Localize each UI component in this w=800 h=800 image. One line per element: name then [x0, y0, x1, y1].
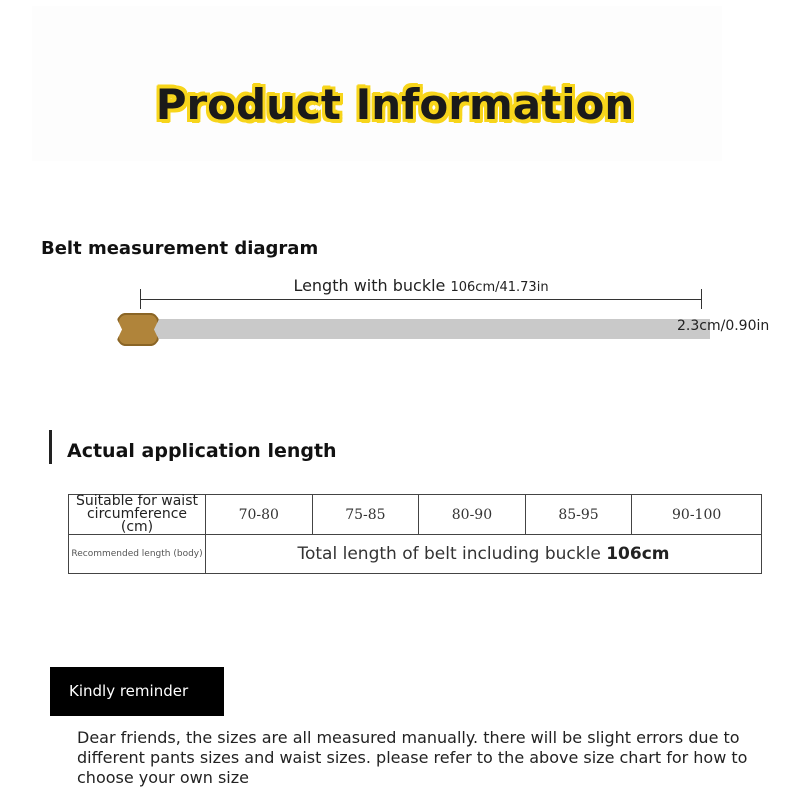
range-cell: 85-95	[525, 495, 632, 535]
belt-buckle-icon	[117, 313, 159, 346]
range-cell: 70-80	[206, 495, 313, 535]
page-title: Product Information	[155, 80, 635, 129]
table-row	[69, 535, 762, 574]
section-marker	[49, 430, 52, 464]
belt-strap	[150, 319, 710, 339]
waist-header-cell: Suitable for waist circumference (cm)	[69, 495, 206, 535]
table-row	[69, 495, 762, 535]
application-heading: Actual application length	[67, 440, 337, 462]
length-label-text: Length with buckle	[293, 276, 446, 295]
total-length-value: 106cm	[606, 544, 670, 564]
total-length-cell	[206, 535, 762, 574]
total-length-text: Total length of belt including buckle	[297, 544, 601, 564]
diagram-heading: Belt measurement diagram	[41, 238, 319, 259]
length-header-cell: Recommended length (body)	[69, 535, 206, 574]
length-label	[140, 276, 702, 295]
reminder-text: Dear friends, the sizes are all measured manually. there will be slight errors due to different pants sizes and waist sizes. please refer to the above size chart for how to choose your own size	[77, 728, 748, 787]
width-label: 2.3cm/0.90in	[677, 318, 770, 334]
dimension-line	[140, 299, 702, 300]
range-cell: 90-100	[632, 495, 762, 535]
length-value: 106cm/41.73in	[450, 280, 549, 295]
range-cell: 75-85	[312, 495, 419, 535]
reminder-label: Kindly reminder	[50, 667, 224, 716]
range-cell: 80-90	[419, 495, 526, 535]
size-table	[68, 494, 762, 574]
